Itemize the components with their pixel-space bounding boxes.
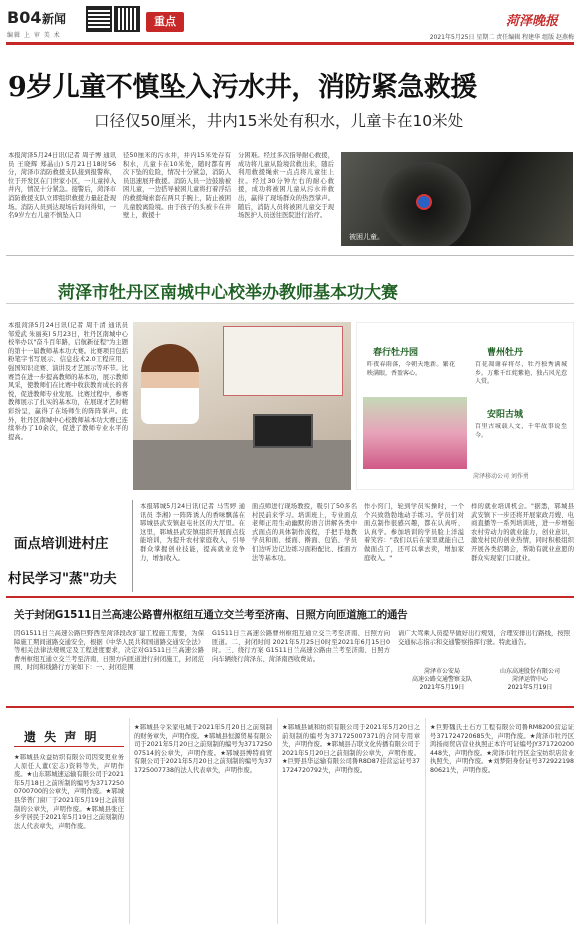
stage-screen	[223, 326, 343, 396]
qr-code-2	[114, 6, 140, 32]
story3-divider	[132, 500, 133, 592]
newspaper-logo: 菏泽晚报	[506, 14, 559, 29]
poem1-title: 春行牡丹园	[373, 348, 419, 358]
dateline: 2021年5月25日 星期二 责任编辑 程建华 组版 赵燕梅	[429, 34, 574, 41]
teacher-figure	[141, 344, 199, 424]
story3-title-2: 村民学习"蒸"功夫	[8, 571, 117, 587]
rescue-photo	[341, 152, 573, 246]
story2-headline: 菏泽市牡丹区南城中心校举办教师基本功大赛	[58, 283, 398, 303]
section-name: 新闻	[42, 12, 67, 26]
story3-col2: 面点师进行现场教授，吸引了50多名村民前来学习。培训班上，专业面点老师正用生动幽默的语言讲解各类中式面点的具体制作流程，手把手地教学员和面、揉面、擀面、包馅、学员们边听边记边练习面粉配比、揉面方法等基本功。	[252, 503, 357, 562]
page-number: B04	[7, 8, 42, 27]
story3-col4: 样的就业培训机会。"据悉，郓城县武安镇下一步还将开展家政月嫂、电商直播等一系列培训班，进一步增强农村劳动力的就业能力，创业意识，激发村民的创业热情，同时积极组织开展各类招聘会，帮助有就业意愿的群众实现家门口就业。	[471, 503, 574, 562]
story1-col3: 分困难。经过多次指导耐心救援，成功将儿童从险境营救出来，随后利用救援绳索一点点将儿童往上拉。经过30分钟左右的耐心救援，成功将被困儿童从污水井救出，赢得了现场群众的热烈掌声。随后，消防人员将被困儿童交于现场医护人员送往医院进行治疗。	[238, 152, 334, 220]
child-figure	[416, 194, 432, 210]
story3-col1: 本报郓城5月24日讯(记者 马雪婷 通讯员 李湘) 一阵阵诱人的香味飘荡在郓城县武安镇赵屯社区的大厅里。在这里，郓城县武安镇组织开展面点技能培训，为提升农村家庭收入，引导群众掌握创业技能，提高就业竞争力，增加收入。	[140, 503, 245, 562]
poem3-title: 安阳古城	[487, 410, 524, 420]
page-header	[0, 0, 580, 46]
photo-caption: 被困儿童。	[349, 233, 384, 241]
story1-col2: 径50厘米的污水井，井内15米处存有积水，儿童卡在10米处，随时都有再次下坠的危险，情况十分紧急，消防人员迅速展开救援。消防人员一边鼓励被困儿童，一边搭导被困儿童将打着浮结的救援绳索套在两只手腕上，防止被困儿童脱离险境。由于孩子的头被卡在井壁上，救援十	[123, 152, 231, 220]
poem3-text: 百里古城载人文，千年故事说至今。	[475, 423, 567, 439]
story2-col1: 本报菏泽5月24日讯(记者 周千清 通讯员 邹爱武 朱丽英) 5月23日，牡丹区南城中心校举办以"奋斗百年路，启航新征程"为主题的第十一届教师基本功大赛。比赛项目包括粉笔字书写展示、信息技术2.0工程应用、强国知识竞赛、演讲及才艺展示等环节。比赛旨在进一步提高教师的基本功，展示教师风采，使教师们在比赛中收获教育成长的喜悦，促进教师专业发展。比赛过程中，参赛教师展示了扎实的基本功，在展现才艺时精彩纷呈，赢得了在场师生的阵阵掌声。此外，牡丹区南城中心校教师基本功大赛已连续举办了10余次，促进了教师专业水平的提高。	[8, 322, 128, 441]
qr-code	[86, 6, 112, 32]
poem-credit: 菏泽移动公司 刘作勇	[473, 473, 529, 480]
poems-box	[356, 322, 574, 490]
header-rule	[6, 42, 574, 45]
notice-sign-company: 山东高速股份有限公司 菏泽运管中心 2021年5月19日	[499, 668, 560, 691]
notice-top-rule	[6, 596, 574, 598]
notice-col2: G1511日兰高速公路曹州枢纽互通立交兰考至济南、日照方向匝道。二、封闭时间 2021年5月25日0时至2021年6月15日0时。三、绕行方案 G1511日兰高速公路由兰考至济南、日照方向车辆绕行菏泽东、菏泽南西收费站。	[212, 630, 390, 663]
poem2-text: 百花凋谢春将尽，牡丹独秀满城乡。万紫千红姹紫艳，独占风光惹人赏。	[475, 361, 567, 386]
classified-col3: ★郓城县诚和纺织有限公司于2021年5月20日之前刻制的编号为371725007371的合同专用章失，声明作废。★郓城县吉联文化传播有限公司于2021年5月20日之前刻制的公章失，声明作废。★巨野县华运输有限公司鲁R8D87挂营运证号371724720792失，声明作废。	[282, 724, 420, 774]
laptop	[253, 414, 313, 448]
classified-title-rule	[14, 746, 124, 747]
story1-subhead: 口径仅50厘米，井内15米处有积水，儿童卡在10米处	[94, 112, 464, 130]
poem2-title: 曹州牡丹	[487, 348, 524, 358]
editor-label: 编辑 上 审 美 术	[7, 32, 61, 39]
classified-col4: ★巨野魏氏土石方工程有限公司鲁RM8200营运证号371724720685失，声明作废。★菏泽市牡丹区鸿扬商贸店营业执照正本许可证编号JY371720200448失，声明作废。★菏泽市牡丹区金宝纺织店营业执照失，声明作废。★刘梦阳身份证号37292219880621失，声明作废。	[430, 724, 574, 774]
classified-col1: ★郓城县众益纺织有限公司因变更业务人原任人董(宏志)资料等失，声明作废。★山东郓城速运输有限公司于2021年5月18日之前所制的编号为37172500700700的公章失，声明作废。★郓城县华普门窗厂于2021年5月19日之前刻制的公章失，声明作废。★郓城县张庄乡学居民于2021年5月19日之前刻制的法人代表章失，声明作废。	[14, 754, 124, 830]
notice-title: 关于封闭G1511日兰高速公路曹州枢纽互通立交兰考至济南、日照方向匝道施工的通告	[14, 609, 408, 621]
notice-sign-police: 菏泽市公安局 高速公路交通警察支队 2021年5月19日	[411, 668, 472, 691]
notice-col1: 因G1511日兰高速公路巨野西至菏泽段改扩建工程施工需要，为保障施工期间道路交通安全，根据《中华人民共和国道路交通安全法》等相关法律法规规定及工程进度要求，决定对G1511日兰高速公路曹州枢纽互通立交兰考至济南、日照方向匝道进行封闭施工，封闭范围、时间和线路行方案如下：一、封闭范围	[14, 630, 204, 672]
story1-headline: 9岁儿童不慎坠入污水井，消防紧急救援	[8, 72, 477, 103]
contest-photo	[133, 322, 351, 490]
classified-div1	[129, 718, 130, 924]
desk	[133, 440, 351, 490]
story3-title-1: 面点培训进村庄	[14, 536, 109, 552]
notice-col3: 请广大驾乘人员提早做好出行规划，合理安排出行路线，按照交通标志指示和交通警察指挥行驶。特此通告。	[398, 630, 570, 646]
story2-headline-rule	[6, 303, 574, 304]
story3-col3: 作小窍门，轮到学员实操时，一个个兴致勃勃地动手练习。学员们对面点制作很感兴趣，都在认真听、认真学。参加培训的学员脸上洋溢着笑容："我们以后在家里就能自己做面点了，还可以拿去卖，增加家庭收入。"	[364, 503, 464, 562]
peony-photo	[363, 397, 467, 469]
classified-title: 遗 失 声 明	[24, 730, 99, 744]
notice-bottom-rule	[6, 706, 574, 708]
section-banner: 重点	[146, 12, 184, 32]
poem1-text: 昨夜春雨落，今朝天地新。繁花映满眼，香盈客心。	[367, 361, 455, 377]
story1-bottom-rule	[6, 255, 574, 256]
classified-col2: ★郓城县令采家电城于2021年5月20日之前刻制的财务章失，声明作废。★郓城县恒源贸易有限公司于2021年5月20日之前刻制的编号为371725007514的公章失，声明作废。★郓城县博特商贸有限公司于2021年5月20日之前刻制的编号为371725007738的法人代表章失，声明作废。	[134, 724, 272, 774]
classified-div2	[277, 718, 278, 924]
story1-col1: 本报菏泽5月24日讯(记者 周子博 通讯员 王晓辉 郑晶山) 5月21日18时56分，菏泽市消防救援支队接到报警称，位于开发区在门世家小区，一儿童掉入井内，情况十分紧急。接警后，菏泽市消防救援支队立即组织救援力量赶赴现场。消防人员到达现场后询问得知，一名9岁左右儿童不慎坠入口	[8, 152, 116, 220]
classified-div3	[425, 718, 426, 924]
